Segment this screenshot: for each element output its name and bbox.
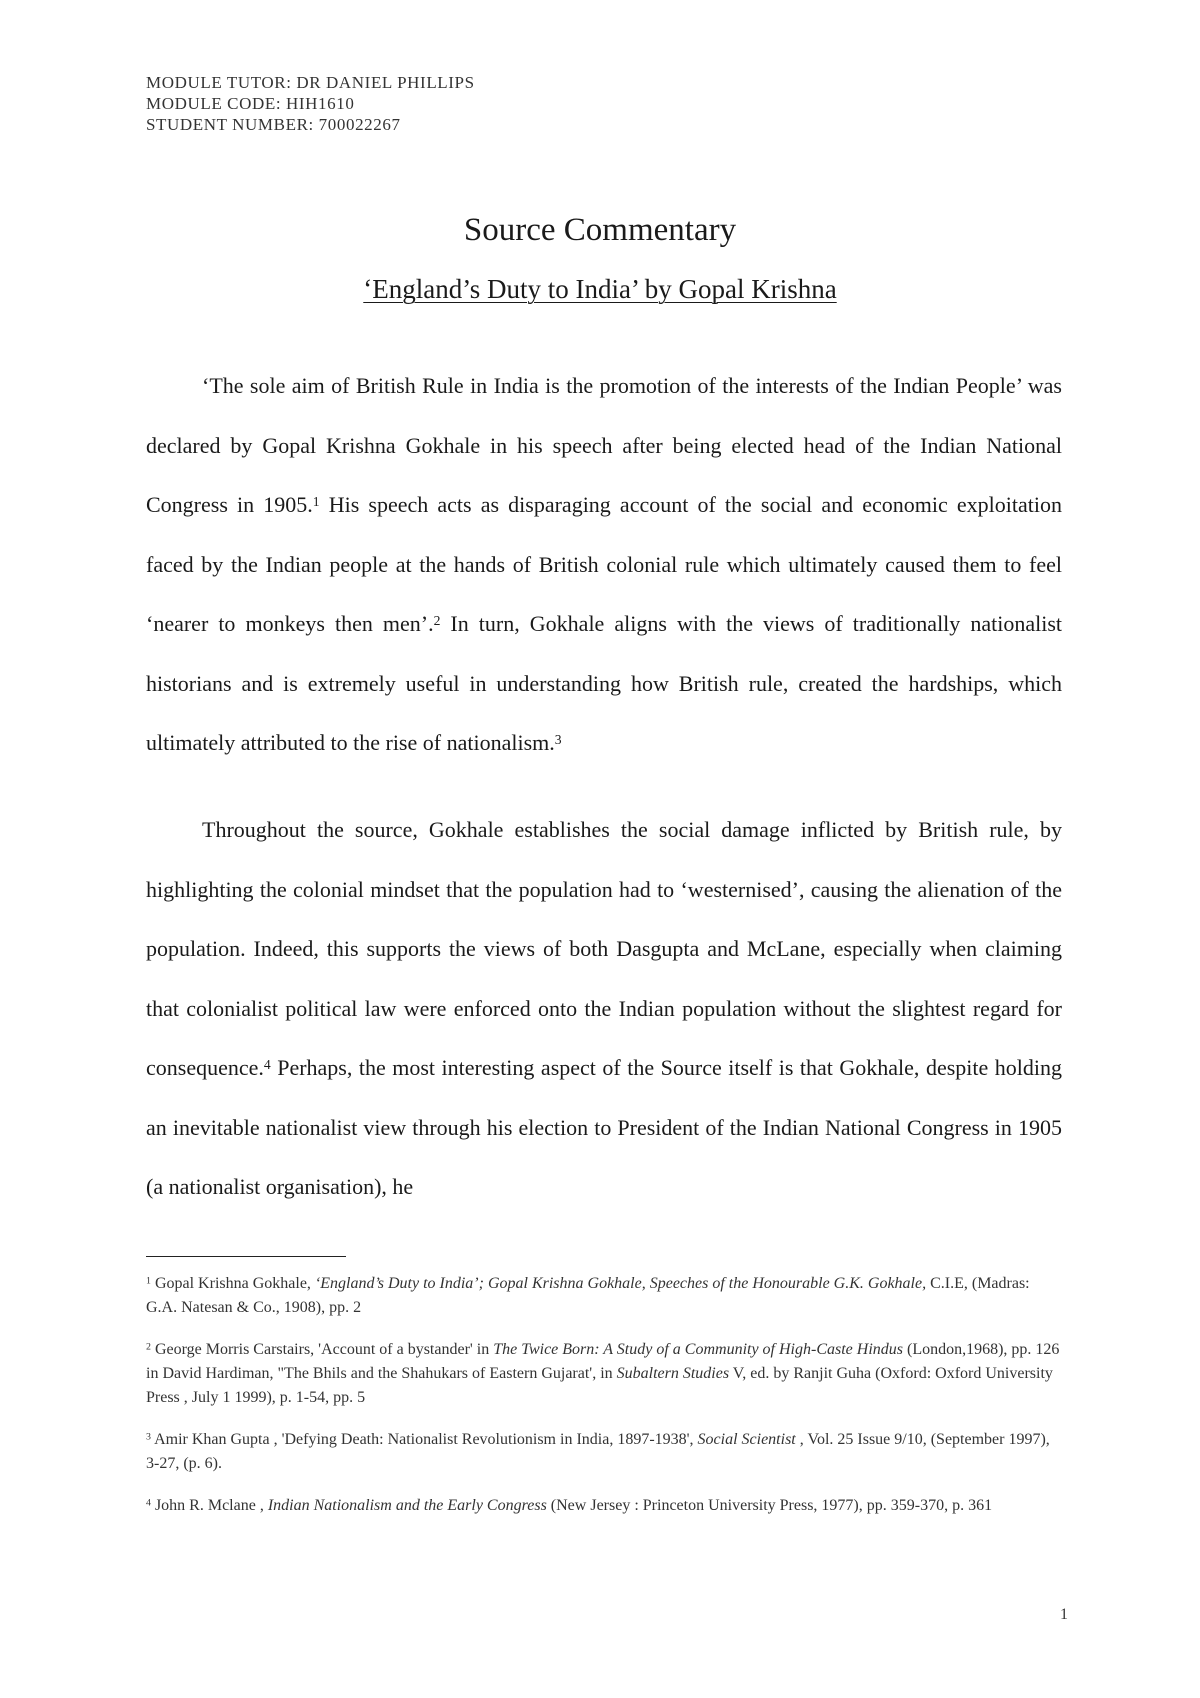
footnote-ref[interactable]: 3: [554, 731, 562, 747]
module-code: MODULE CODE: HIH1610: [146, 94, 355, 113]
body-paragraph-1: [146, 356, 1062, 773]
footnote-text: George Morris Carstairs, 'Account of a bystander' in: [150, 1341, 494, 1358]
footnote-number: 4: [146, 1497, 151, 1509]
footnote-title: Subaltern Studies: [616, 1365, 730, 1382]
footnote-number: 1: [146, 1275, 151, 1287]
footnote-text: (London,1968), pp. 126 in David Hardiman, "The Bhils and the Shahukars of Eastern Gujarat', in: [146, 1341, 1060, 1382]
footnote-ref[interactable]: 1: [312, 493, 320, 509]
footnote-text: V, ed. by Ranjit Guha (Oxford: Oxford University Press , July 1 1999), p. 1-54, pp. 5: [146, 1365, 1053, 1406]
footnote-title: Indian Nationalism and the Early Congress: [267, 1497, 547, 1514]
student-number: STUDENT NUMBER: 700022267: [146, 115, 401, 134]
footnote-text: John R. Mclane ,: [150, 1497, 268, 1514]
body-paragraph-2: [146, 800, 1062, 1217]
footnote-text: C.I.E, (Madras: G.A. Natesan & Co., 1908), pp. 2: [146, 1275, 1030, 1316]
footnote-4: [146, 1494, 1062, 1518]
footnote-number: 2: [146, 1341, 151, 1353]
paragraph-text: Throughout the source, Gokhale establishes the social damage inflicted by British rule, by highlighting the colonial mindset that the population had to ‘westernised’, causing the alienation of the population. Indeed, this supports the views of both Dasgupta and McLane, especially when claiming that colonialist political law were enforced onto the Indian population without the slightest regard for consequence.: [146, 817, 1062, 1080]
footnote-text: (New Jersey : Princeton University Press, 1977), pp. 359-370, p. 361: [546, 1497, 993, 1514]
footnote-text: Amir Khan Gupta , 'Defying Death: Nationalist Revolutionism in India, 1897-1938',: [150, 1431, 698, 1448]
header-block: [146, 72, 475, 135]
footnote-title: ‘England’s Duty to India’; Gopal Krishna Gokhale, Speeches of the Honourable G.K. Gokhale,: [314, 1275, 927, 1292]
footnote-number: 3: [146, 1431, 151, 1443]
footnote-title: The Twice Born: A Study of a Community of High-Caste Hindus: [493, 1341, 903, 1358]
page-subtitle: ‘England’s Duty to India’ by Gopal Krishna: [363, 274, 837, 304]
module-tutor: MODULE TUTOR: DR DANIEL PHILLIPS: [146, 73, 475, 92]
paragraph-text: His speech acts as disparaging account of the social and economic exploitation faced by the Indian people at the hands of British colonial rule which ultimately caused them to feel ‘nearer to monkeys then men’.: [146, 492, 1063, 636]
footnote-1: [146, 1272, 1062, 1320]
footnote-2: [146, 1338, 1062, 1410]
paragraph-text: Perhaps, the most interesting aspect of the Source itself is that Gokhale, despite holding an inevitable nationalist view through his election to President of the Indian National Congress in 1905 (a nationalist organisation), he: [146, 1055, 1062, 1199]
footnote-ref[interactable]: 4: [263, 1056, 271, 1072]
paragraph-text: ‘The sole aim of British Rule in India is the promotion of the interests of the Indian People’ was declared by Gopal Krishna Gokhale in his speech after being elected head of the Indian National Congress in 1905.: [146, 373, 1062, 517]
footnote-title: Social Scientist: [697, 1431, 796, 1448]
page-title: Source Commentary: [463, 212, 737, 248]
footnote-3: [146, 1428, 1062, 1476]
footnote-text: , Vol. 25 Issue 9/10, (September 1997), 3-27, (p. 6).: [146, 1431, 1050, 1472]
paragraph-text: In turn, Gokhale aligns with the views of traditionally nationalist historians and is extremely useful in understanding how British rule, created the hardships, which ultimately attributed to the rise of nationalism.: [146, 611, 1062, 755]
footnote-text: Gopal Krishna Gokhale,: [150, 1275, 315, 1292]
footnote-ref[interactable]: 2: [433, 612, 441, 628]
footnote-divider: [146, 1256, 346, 1257]
page-number: 1: [1060, 1606, 1068, 1623]
